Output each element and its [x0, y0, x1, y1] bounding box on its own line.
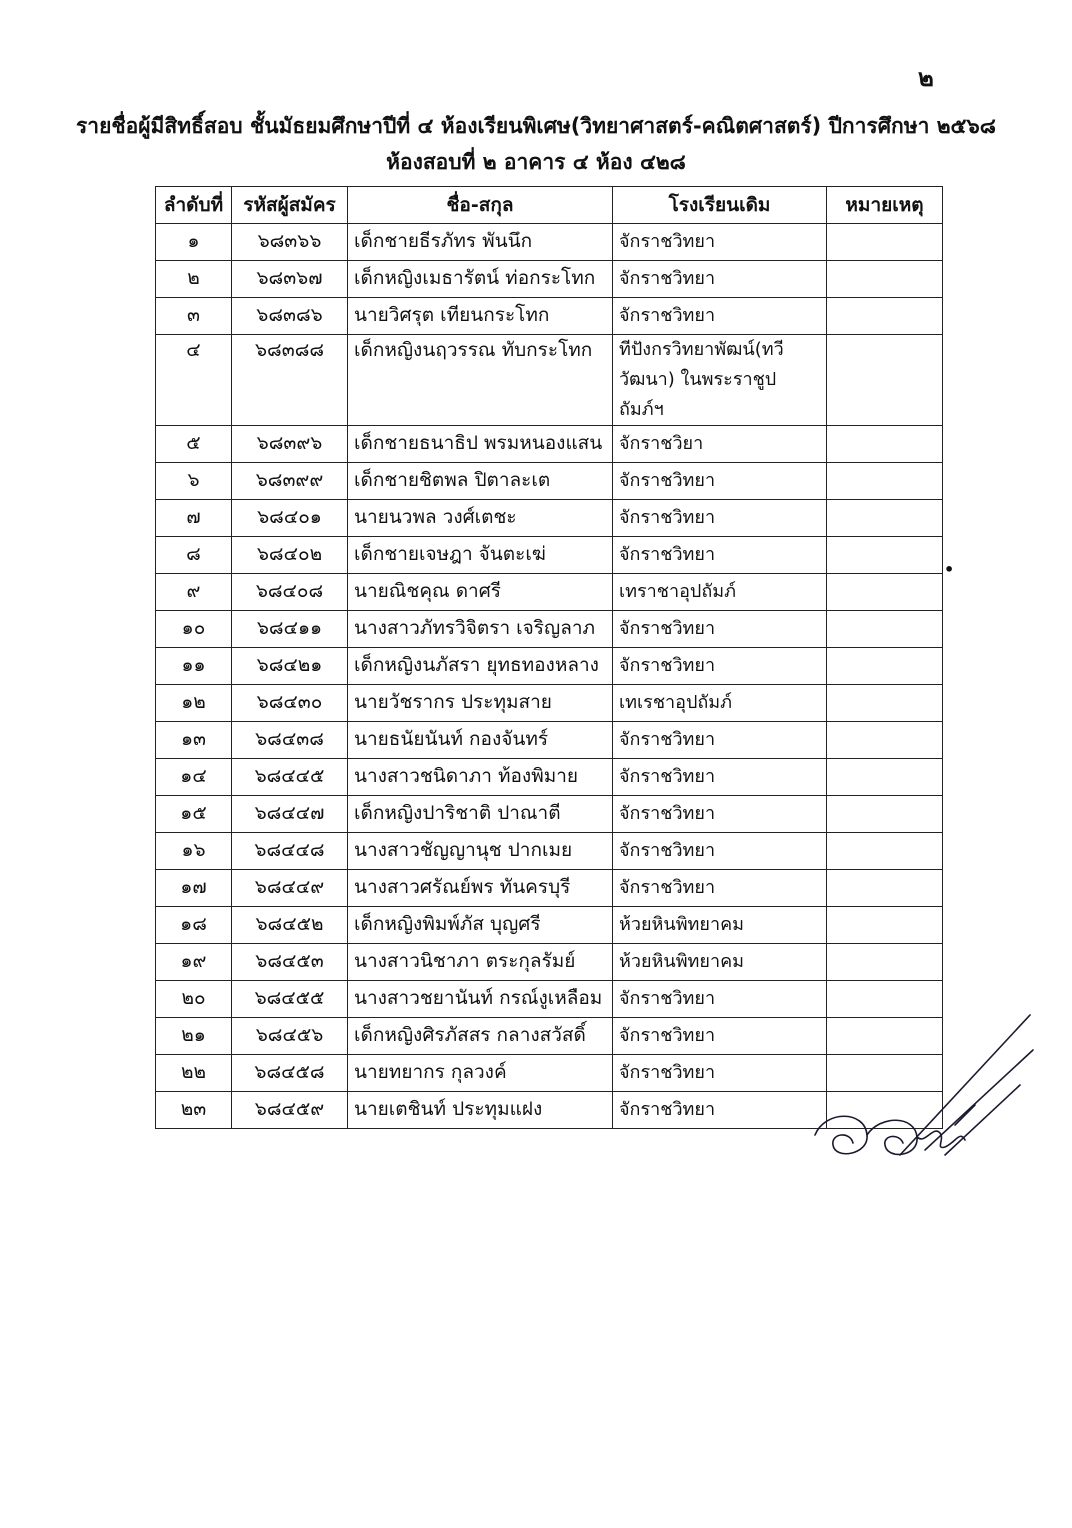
cell-no: ๔	[156, 335, 232, 426]
cell-remark	[827, 648, 943, 685]
cell-remark	[827, 870, 943, 907]
cell-school: จักราชวิยา	[613, 426, 827, 463]
candidate-table	[155, 186, 943, 1129]
cell-school: จักราชวิทยา	[613, 224, 827, 261]
table-row	[156, 224, 943, 261]
cell-no: ๑๕	[156, 796, 232, 833]
cell-code: ๖๘๔๕๙	[232, 1092, 348, 1129]
title-line-2: ห้องสอบที่ ๒ อาคาร ๔ ห้อง ๔๒๘	[386, 150, 686, 174]
table-row	[156, 907, 943, 944]
page-number: ๒	[918, 64, 934, 92]
stray-mark: •	[944, 560, 955, 579]
table-row	[156, 574, 943, 611]
cell-code: ๖๘๔๒๑	[232, 648, 348, 685]
cell-no: ๒๓	[156, 1092, 232, 1129]
cell-code: ๖๘๓๘๖	[232, 298, 348, 335]
cell-no: ๑๓	[156, 722, 232, 759]
table-row	[156, 298, 943, 335]
header-no: ลำดับที่	[156, 187, 232, 224]
cell-name: นางสาวชยานันท์ กรณ์งูเหลือม	[348, 981, 613, 1018]
table-row	[156, 335, 943, 426]
cell-code: ๖๘๓๘๘	[232, 335, 348, 426]
cell-school: ห้วยหินพิทยาคม	[613, 944, 827, 981]
header-remark: หมายเหตุ	[827, 187, 943, 224]
cell-name: นายเตชินท์ ประทุมแฝง	[348, 1092, 613, 1129]
signature	[805, 1005, 1035, 1170]
header-name: ชื่อ-สกุล	[348, 187, 613, 224]
cell-school: จักราชวิทยา	[613, 611, 827, 648]
document-title	[0, 108, 1072, 180]
cell-name: เด็กหญิงนฤวรรณ ทับกระโทก	[348, 335, 613, 426]
cell-no: ๖	[156, 463, 232, 500]
cell-code: ๖๘๔๔๙	[232, 870, 348, 907]
cell-no: ๕	[156, 426, 232, 463]
cell-remark	[827, 833, 943, 870]
cell-school: จักราชวิทยา	[613, 722, 827, 759]
table-body	[156, 224, 943, 1129]
cell-code: ๖๘๔๔๗	[232, 796, 348, 833]
cell-name: นางสาวนิชาภา ตระกุลรัมย์	[348, 944, 613, 981]
cell-name: นายธนัยนันท์ กองจันทร์	[348, 722, 613, 759]
cell-no: ๑๒	[156, 685, 232, 722]
cell-remark	[827, 722, 943, 759]
cell-no: ๑๗	[156, 870, 232, 907]
cell-remark	[827, 611, 943, 648]
cell-school: จักราชวิทยา	[613, 1018, 827, 1055]
cell-remark	[827, 796, 943, 833]
cell-remark	[827, 463, 943, 500]
cell-no: ๑๙	[156, 944, 232, 981]
cell-school: จักราชวิทยา	[613, 298, 827, 335]
table-row	[156, 537, 943, 574]
cell-school: จักราชวิทยา	[613, 870, 827, 907]
cell-no: ๓	[156, 298, 232, 335]
cell-name: นายนวพล วงศ์เตชะ	[348, 500, 613, 537]
table-row	[156, 463, 943, 500]
cell-no: ๒	[156, 261, 232, 298]
cell-name: เด็กหญิงพิมพ์ภัส บุญศรี	[348, 907, 613, 944]
cell-code: ๖๘๔๕๕	[232, 981, 348, 1018]
cell-name: เด็กหญิงเมธารัตน์ ท่อกระโทก	[348, 261, 613, 298]
cell-no: ๗	[156, 500, 232, 537]
cell-code: ๖๘๓๖๖	[232, 224, 348, 261]
cell-school: ทีปังกรวิทยาพัฒน์(ทวีวัฒนา) ในพระราชูปถัมภ์ฯ	[613, 335, 827, 426]
cell-name: นางสาวชนิดาภา ท้องพิมาย	[348, 759, 613, 796]
cell-remark	[827, 907, 943, 944]
cell-name: นางสาวชัญญานุช ปากเมย	[348, 833, 613, 870]
table-row	[156, 833, 943, 870]
cell-remark	[827, 574, 943, 611]
cell-code: ๖๘๓๙๖	[232, 426, 348, 463]
table-row	[156, 426, 943, 463]
cell-school: เทเรชาอุปถัมภ์	[613, 685, 827, 722]
cell-school: จักราชวิทยา	[613, 463, 827, 500]
table-row	[156, 500, 943, 537]
cell-no: ๑๘	[156, 907, 232, 944]
cell-school: จักราชวิทยา	[613, 981, 827, 1018]
cell-name: นายณิชคุณ ดาศรี	[348, 574, 613, 611]
cell-no: ๑๔	[156, 759, 232, 796]
cell-name: นางสาวภัทรวิจิตรา เจริญลาภ	[348, 611, 613, 648]
header-code: รหัสผู้สมัคร	[232, 187, 348, 224]
cell-no: ๘	[156, 537, 232, 574]
cell-remark	[827, 335, 943, 426]
table-row	[156, 648, 943, 685]
cell-school: จักราชวิทยา	[613, 1092, 827, 1129]
cell-code: ๖๘๔๐๘	[232, 574, 348, 611]
cell-remark	[827, 261, 943, 298]
header-school: โรงเรียนเดิม	[613, 187, 827, 224]
cell-school: ห้วยหินพิทยาคม	[613, 907, 827, 944]
cell-school: จักราชวิทยา	[613, 648, 827, 685]
cell-name: นายวัชรากร ประทุมสาย	[348, 685, 613, 722]
cell-name: นายทยากร กุลวงค์	[348, 1055, 613, 1092]
cell-name: เด็กหญิงนภัสรา ยุทธทองหลาง	[348, 648, 613, 685]
cell-no: ๒๑	[156, 1018, 232, 1055]
table-row	[156, 261, 943, 298]
cell-code: ๖๘๔๔๕	[232, 759, 348, 796]
table-header-row	[156, 187, 943, 224]
cell-school: จักราชวิทยา	[613, 261, 827, 298]
cell-code: ๖๘๓๖๗	[232, 261, 348, 298]
cell-code: ๖๘๔๓๐	[232, 685, 348, 722]
cell-no: ๑	[156, 224, 232, 261]
table-row	[156, 722, 943, 759]
cell-name: นายวิศรุต เทียนกระโทก	[348, 298, 613, 335]
cell-code: ๖๘๔๕๘	[232, 1055, 348, 1092]
cell-school: จักราชวิทยา	[613, 759, 827, 796]
cell-school: เทราชาอุปถัมภ์	[613, 574, 827, 611]
cell-no: ๒๐	[156, 981, 232, 1018]
table-row	[156, 796, 943, 833]
cell-no: ๑๑	[156, 648, 232, 685]
cell-no: ๑๐	[156, 611, 232, 648]
cell-remark	[827, 759, 943, 796]
cell-code: ๖๘๔๑๑	[232, 611, 348, 648]
cell-school: จักราชวิทยา	[613, 796, 827, 833]
table-row	[156, 759, 943, 796]
table-row	[156, 611, 943, 648]
cell-code: ๖๘๔๓๘	[232, 722, 348, 759]
cell-no: ๙	[156, 574, 232, 611]
cell-code: ๖๘๔๔๘	[232, 833, 348, 870]
cell-name: เด็กหญิงศิรภัสสร กลางสวัสดิ์	[348, 1018, 613, 1055]
cell-no: ๑๖	[156, 833, 232, 870]
cell-name: เด็กชายชิตพล ปิตาละเต	[348, 463, 613, 500]
cell-code: ๖๘๔๕๓	[232, 944, 348, 981]
cell-code: ๖๘๔๐๑	[232, 500, 348, 537]
cell-name: เด็กชายธีรภัทร พันนึก	[348, 224, 613, 261]
cell-code: ๖๘๔๕๖	[232, 1018, 348, 1055]
table-row	[156, 944, 943, 981]
cell-school: จักราชวิทยา	[613, 1055, 827, 1092]
cell-name: นางสาวศรัณย์พร ทันครบุรี	[348, 870, 613, 907]
cell-name: เด็กชายธนาธิป พรมหนองแสน	[348, 426, 613, 463]
cell-code: ๖๘๔๐๒	[232, 537, 348, 574]
cell-remark	[827, 944, 943, 981]
title-line-1: รายชื่อผู้มีสิทธิ์สอบ ชั้นมัธยมศึกษาปีที่ ๔ ห้องเรียนพิเศษ(วิทยาศาสตร์-คณิตศาสตร์) ปีการศึกษา ๒๕๖๘	[76, 114, 996, 138]
cell-name: เด็กหญิงปาริชาติ ปาณาตี	[348, 796, 613, 833]
cell-remark	[827, 500, 943, 537]
cell-name: เด็กชายเจษฎา จันตะเฆ่	[348, 537, 613, 574]
cell-remark	[827, 298, 943, 335]
cell-code: ๖๘๓๙๙	[232, 463, 348, 500]
cell-remark	[827, 537, 943, 574]
cell-remark	[827, 224, 943, 261]
table-row	[156, 870, 943, 907]
cell-school: จักราชวิทยา	[613, 500, 827, 537]
cell-remark	[827, 685, 943, 722]
cell-no: ๒๒	[156, 1055, 232, 1092]
cell-school: จักราชวิทยา	[613, 833, 827, 870]
cell-code: ๖๘๔๕๒	[232, 907, 348, 944]
table-row	[156, 685, 943, 722]
cell-school: จักราชวิทยา	[613, 537, 827, 574]
cell-remark	[827, 426, 943, 463]
